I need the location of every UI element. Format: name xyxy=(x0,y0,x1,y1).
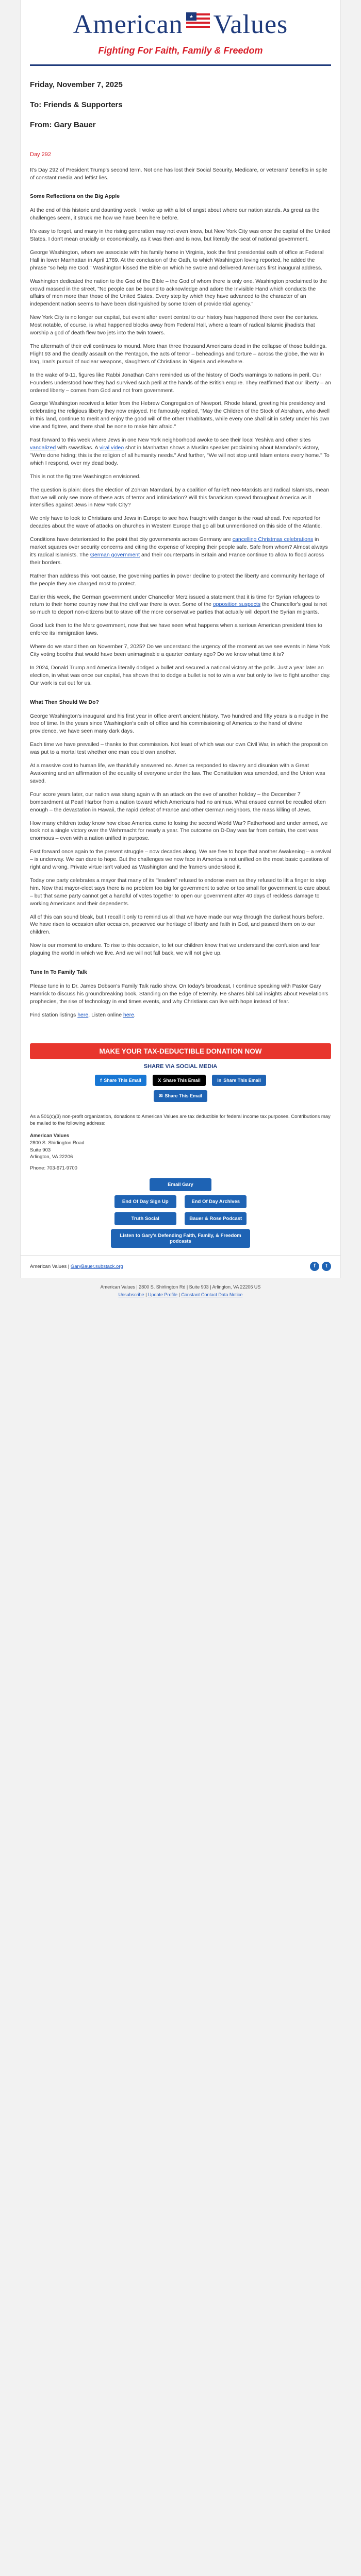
share-x-button[interactable] xyxy=(153,1075,206,1086)
section-title: What Then Should We Do? xyxy=(30,699,99,705)
paragraph: New York City is no longer our capital, but event after event central to our history has happened there over the centuries. Most notable, of course, is what happened blocks away from Federal Hall, where a team of radical Islamic jihadists that worship a god of death flew two jets into the twin towers. xyxy=(30,314,319,336)
logo xyxy=(21,7,340,38)
section-title: Some Reflections on the Big Apple xyxy=(30,193,120,200)
paragraph: All of this can sound bleak, but I recall it only to remind us all that we have made our way through the darkest hours before. We have risen to occasion after occasion, preserved our heritage of liberty and faith in God, and passed them on to our children. xyxy=(30,913,324,936)
text: Find station listings xyxy=(30,1011,78,1018)
paragraph xyxy=(30,594,331,617)
logo-right-word: Values xyxy=(213,10,288,39)
share-label: Share This Email xyxy=(163,1077,201,1083)
paragraph: In the wake of 9-11, figures like Rabbi Jonathan Cahn reminded us of the history of God's warnings to nations in peril. Our Founders understood how they had survived such peril at the hands of the British empire. They reaffirmed that our liberty – an ordered liberty – comes from God and not from government. xyxy=(30,371,331,394)
paragraph: Washington dedicated the nation to the God of the Bible – the God of whom there is only one. Washington proclaimed to the crowd massed in the street, "No people can be bound to acknowledge and adore the Invisible Hand which conducts the affairs of men more than those of the United States. Every step by which they have advanced to the character of an independent nation seems to have been distinguished by some token of providential agency." xyxy=(30,278,327,308)
mail-icon: ✉ xyxy=(158,1093,163,1098)
german-government-link[interactable]: German government xyxy=(90,551,140,558)
paragraph: We only have to look to Christians and Jews in Europe to see how fraught with danger is the road ahead. I've reported for decades about the wave of attacks on churches in Western Europe that go all but unmentioned on this side of the Atlantic. xyxy=(30,515,322,530)
paragraph xyxy=(30,436,331,467)
paragraph: The aftermath of their evil continues to mound. More than three thousand Americans dead in the collapse of those buildings. Flight 93 and the deadly assault on the Pentagon, the acts of terror – beheadings and torture – across the globe, the war in Iraq, Iran's pursuit of nuclear weapons, slaughters of Christians in Nigeria and elsewhere. xyxy=(30,343,327,365)
facebook-icon: f xyxy=(100,1077,102,1083)
linkedin-icon: in xyxy=(217,1077,222,1083)
signature-row xyxy=(21,1255,340,1271)
email-gary-button[interactable]: Email Gary xyxy=(150,1178,211,1191)
paragraph: At a massive cost to human life, we thankfully answered no. America responded to slavery and disunion with a Great Awakening and an affirmation of the equality of everyone under the law. The Constitution was amended, and the Union was saved. xyxy=(30,762,325,784)
paragraph: Each time we have prevailed – thanks to that commission. Not least of which was our own Civil War, in which the proposition was put to a mortal test whether one man could own another. xyxy=(30,741,328,756)
day-label: Day 292 xyxy=(30,151,51,158)
text: shot in Manhattan shows a Muslim speaker proclaiming about Mamdani's victory, "We're done hiding; this is the religion of all humanity needs." And further, "We will not stop until Islam enters every home." To which I respond, over my dead body. xyxy=(30,444,330,466)
unsubscribe-link[interactable]: Unsubscribe xyxy=(118,1292,144,1297)
social-icons xyxy=(307,1262,331,1271)
paragraph: How many children today know how close America came to losing the second World War? Fatherhood and under armed, we took not a single victory over the Wehrmacht for nearly a year. The outcome on D-Day was far from certain, the cost was enormous – even with a nation unified in purpose. xyxy=(30,820,328,842)
org-address xyxy=(30,1132,331,1172)
text: . xyxy=(134,1011,136,1018)
vandalized-link[interactable]: vandalized xyxy=(30,444,56,451)
eod-signup-button[interactable]: End Of Day Sign Up xyxy=(114,1195,176,1208)
footer-links: Unsubscribe | Update Profile | Constant Contact Data Notice xyxy=(118,1292,243,1297)
logo-left-word: American xyxy=(73,10,183,39)
paragraph: George Washington received a letter from the Hebrew Congregation of Newport, Rhode Island, greeting his presidency and celebrating the religious liberty they now enjoyed. He famously replied, "May the Children of the Stock of Abraham, who dwell in this land, continue to merit and enjoy the good will of the other Inhabitants, while every one shall sit in safety under his own vine and figtree, and there shall be none to make him afraid." xyxy=(30,400,330,430)
paragraph: George Washington, whom we associate with his family home in Virginia, took the first presidential oath of office at Federal Hall in lower Manhattan in April 1789. At the conclusion of the Oath, to which Washington loving reported, he added the phrase "so help me God." Washington kissed the Bible on which he swore and delivered America's first inaugural address. xyxy=(30,249,324,271)
footer-buttons xyxy=(21,1172,340,1255)
text: Fast forward to this week where Jews in one New York neighborhood awoke to see their local Yeshiva and other sites xyxy=(30,437,311,444)
paragraph: Good luck then to the Merz government, now that we have seen what happens when a serious American president tries to enforce its immigration laws. xyxy=(30,622,322,637)
station-listings-link[interactable]: here xyxy=(77,1011,89,1018)
tagline: Fighting For Faith, Family & Freedom xyxy=(98,45,263,56)
paragraph: This is not the fig tree Washington envisioned. xyxy=(30,473,141,480)
mailing-address: American Values | 2800 S. Shirlington Rd | Suite 903 | Arlington, VA 22206 US xyxy=(100,1284,261,1290)
text: and their counterparts in Britain and France continue to allow to flood across their borders. xyxy=(30,551,324,566)
signature-text xyxy=(30,1264,123,1269)
data-notice-link[interactable]: Constant Contact Data Notice xyxy=(181,1292,243,1297)
paragraph: Please tune in to Dr. James Dobson's Family Talk radio show. On today's broadcast, I continue speaking with Pastor Gary Hamrick to discuss his groundbreaking book, Standing on the Edge of Eternity. He shares biblical insights about Revelation's prophecies, the rise of technology in end times events, and why Christians can live with hope instead of fear. xyxy=(30,983,329,1005)
memo-date: Friday, November 7, 2025 xyxy=(30,80,123,89)
email-sheet xyxy=(20,0,341,1278)
memo-to: To: Friends & Supporters xyxy=(30,100,123,109)
share-row xyxy=(21,1075,340,1086)
sig-separator: | xyxy=(67,1263,71,1269)
paragraph: Where do we stand then on November 7, 2025? Do we understand the urgency of the moment as we see events in New York City voting booths that would have been unimaginable a quarter century ago? Do we know what time it is? xyxy=(30,643,330,658)
memo-body xyxy=(21,151,340,1034)
city: Arlington, VA 22206 xyxy=(30,1154,73,1160)
text: with swastikas. A xyxy=(56,444,100,451)
viral-video-link[interactable]: viral video xyxy=(99,444,124,451)
x-icon: X xyxy=(158,1077,161,1083)
bottom-bar xyxy=(0,1278,361,1300)
eod-archives-button[interactable]: End Of Day Archives xyxy=(185,1195,247,1208)
paragraph: At the end of this historic and daunting week, I woke up with a lot of angst about where our nation stands. As great as the challenges seem, it struck me how we have been here before. xyxy=(30,207,320,222)
paragraph xyxy=(30,536,331,567)
share-label: Share This Email xyxy=(165,1093,203,1098)
twitter-icon[interactable]: t xyxy=(322,1262,331,1271)
paragraph xyxy=(30,1011,331,1019)
paragraph: Now is our moment to endure. To rise to this occasion, to let our children know that we understand the confusion and fear plaguing the world in which we live. And we will not fall back, we will not give up. xyxy=(30,942,320,957)
update-profile-link[interactable]: Update Profile xyxy=(147,1292,177,1297)
sig-name: American Values xyxy=(30,1263,67,1269)
paragraph: Four score years later, our nation was stung again with an attack on the eve of another holiday – the December 7 bombardment at Pearl Harbor from a nation toward which Americans had no animus. What ensued cannot be recalled often enough – the devastation in Hawaii, the rapid defeat of France and other German neighbors, the mass killing of Jews. xyxy=(30,791,326,813)
truth-social-button[interactable]: Truth Social xyxy=(114,1212,176,1225)
opposition-link[interactable]: opposition suspects xyxy=(212,601,261,608)
paragraph: The question is plain: does the election of Zohran Mamdani, by a coalition of far-left neo-Marxists and radical Islamists, mean that we will only see more of these acts of terror and intimidation? Will this fanaticism spread throughout America as it intensifies against Jews in New York City? xyxy=(30,486,330,509)
paragraph: It's easy to forget, and many in the rising generation may not even know, but New York City was once the capital of the United States. I don't mean crucially or economically, as it was then and is now, but literally the seat of national government. xyxy=(30,228,331,243)
social-title: SHARE VIA SOCIAL MEDIA xyxy=(143,1063,218,1070)
share-email-button[interactable] xyxy=(154,1090,207,1102)
tax-disclaimer: As a 501(c)(3) non-profit organization, donations to American Values are tax deductible for federal income tax purposes. Contributions may be mailed to the following address: xyxy=(30,1113,331,1127)
footer-info xyxy=(21,1106,340,1172)
paragraph: Fast forward once again to the present struggle – now decades along. We are free to hope that another Awakening – a revival – is underway. We can dare to hope. But the challenges we now face in America is not unified on the most basic questions of right and wrong. Private virtue isn't valued as Washington and the framers understood it. xyxy=(30,849,331,871)
text: in market squares over security concerns and citing the expense of keeping their people safe. Safe from whom? Almost always it's radical Islamists. The xyxy=(30,536,328,558)
intro-paragraph: It's Day 292 of President Trump's second term. Not one has lost their Social Security, Medicare, or veterans' benefits in spite of constant media and leftist lies. xyxy=(30,166,327,181)
text: Earlier this week, the German government under Chancellor Merz issued a statement that it is time for Syrian refugees to return to their home country now that the civil war there is over. Some of the xyxy=(30,594,320,608)
podcast-button[interactable]: Bauer & Rose Podcast xyxy=(185,1212,247,1225)
listen-online-link[interactable]: here xyxy=(123,1011,134,1018)
svg-text:★: ★ xyxy=(189,14,194,19)
facebook-icon[interactable]: f xyxy=(310,1262,319,1271)
street: 2800 S. Shirlington Road xyxy=(30,1140,85,1146)
phone: Phone: 703-671-9700 xyxy=(30,1165,77,1172)
section-title: Tune In To Family Talk xyxy=(30,969,87,976)
donate-button[interactable]: MAKE YOUR TAX-DEDUCTIBLE DONATION NOW xyxy=(30,1043,331,1059)
paragraph: Rather than address this root cause, the governing parties in power decline to protect the liberty and community heritage of the people they are charged most to protect. xyxy=(30,572,324,587)
paragraph: Today one party celebrates a mayor that many of its "leaders" refused to endorse even as they refused to lift a finger to stop him. Now that mayor-elect says there is no problem too big for government to solve or too small for government to care about – but that same party cannot get a handful of votes together to open our government after 40 days of reckless damage to working Americans and their dependents. xyxy=(30,877,330,907)
text: the Chancellor's goal is not so much to deport non-citizens but to stave off the more conservative parties that actually will deport the Syrian migrants. xyxy=(30,601,327,616)
paragraph: In 2024, Donald Trump and America literally dodged a bullet and secured a national victory at the polls. Just a year later an election, in what was once our capital, has shown that to dodge a bullet is not to win a war but only to live to fight another day. Our work is cut out for us. xyxy=(30,664,331,686)
share-label: Share This Email xyxy=(104,1077,141,1083)
share-label: Share This Email xyxy=(223,1077,261,1083)
flag-icon xyxy=(186,12,210,30)
listen-podcasts-button[interactable]: Listen to Gary's Defending Faith, Family, & Freedom podcasts xyxy=(111,1229,250,1248)
text: . Listen online xyxy=(88,1011,123,1018)
suite: Suite 903 xyxy=(30,1147,51,1153)
share-facebook-button[interactable] xyxy=(95,1075,146,1086)
substack-link[interactable]: GaryBauer.substack.org xyxy=(70,1263,123,1269)
share-row xyxy=(21,1090,340,1102)
christmas-link[interactable]: cancelling Christmas celebrations xyxy=(232,536,314,543)
memo-from: From: Gary Bauer xyxy=(30,121,96,129)
paragraph: George Washington's inaugural and his first year in office aren't ancient history. Two hundred and fifty years is a nudge in the tree of time. In the years since Washington's oath of office and his commissioning of America to the hand of divine providence, we have seen many dark days. xyxy=(30,713,329,735)
org-name: American Values xyxy=(30,1133,70,1139)
share-linkedin-button[interactable] xyxy=(212,1075,266,1086)
memo-header xyxy=(21,66,340,145)
text: Conditions have deteriorated to the point that city governments across Germany are xyxy=(30,536,233,543)
